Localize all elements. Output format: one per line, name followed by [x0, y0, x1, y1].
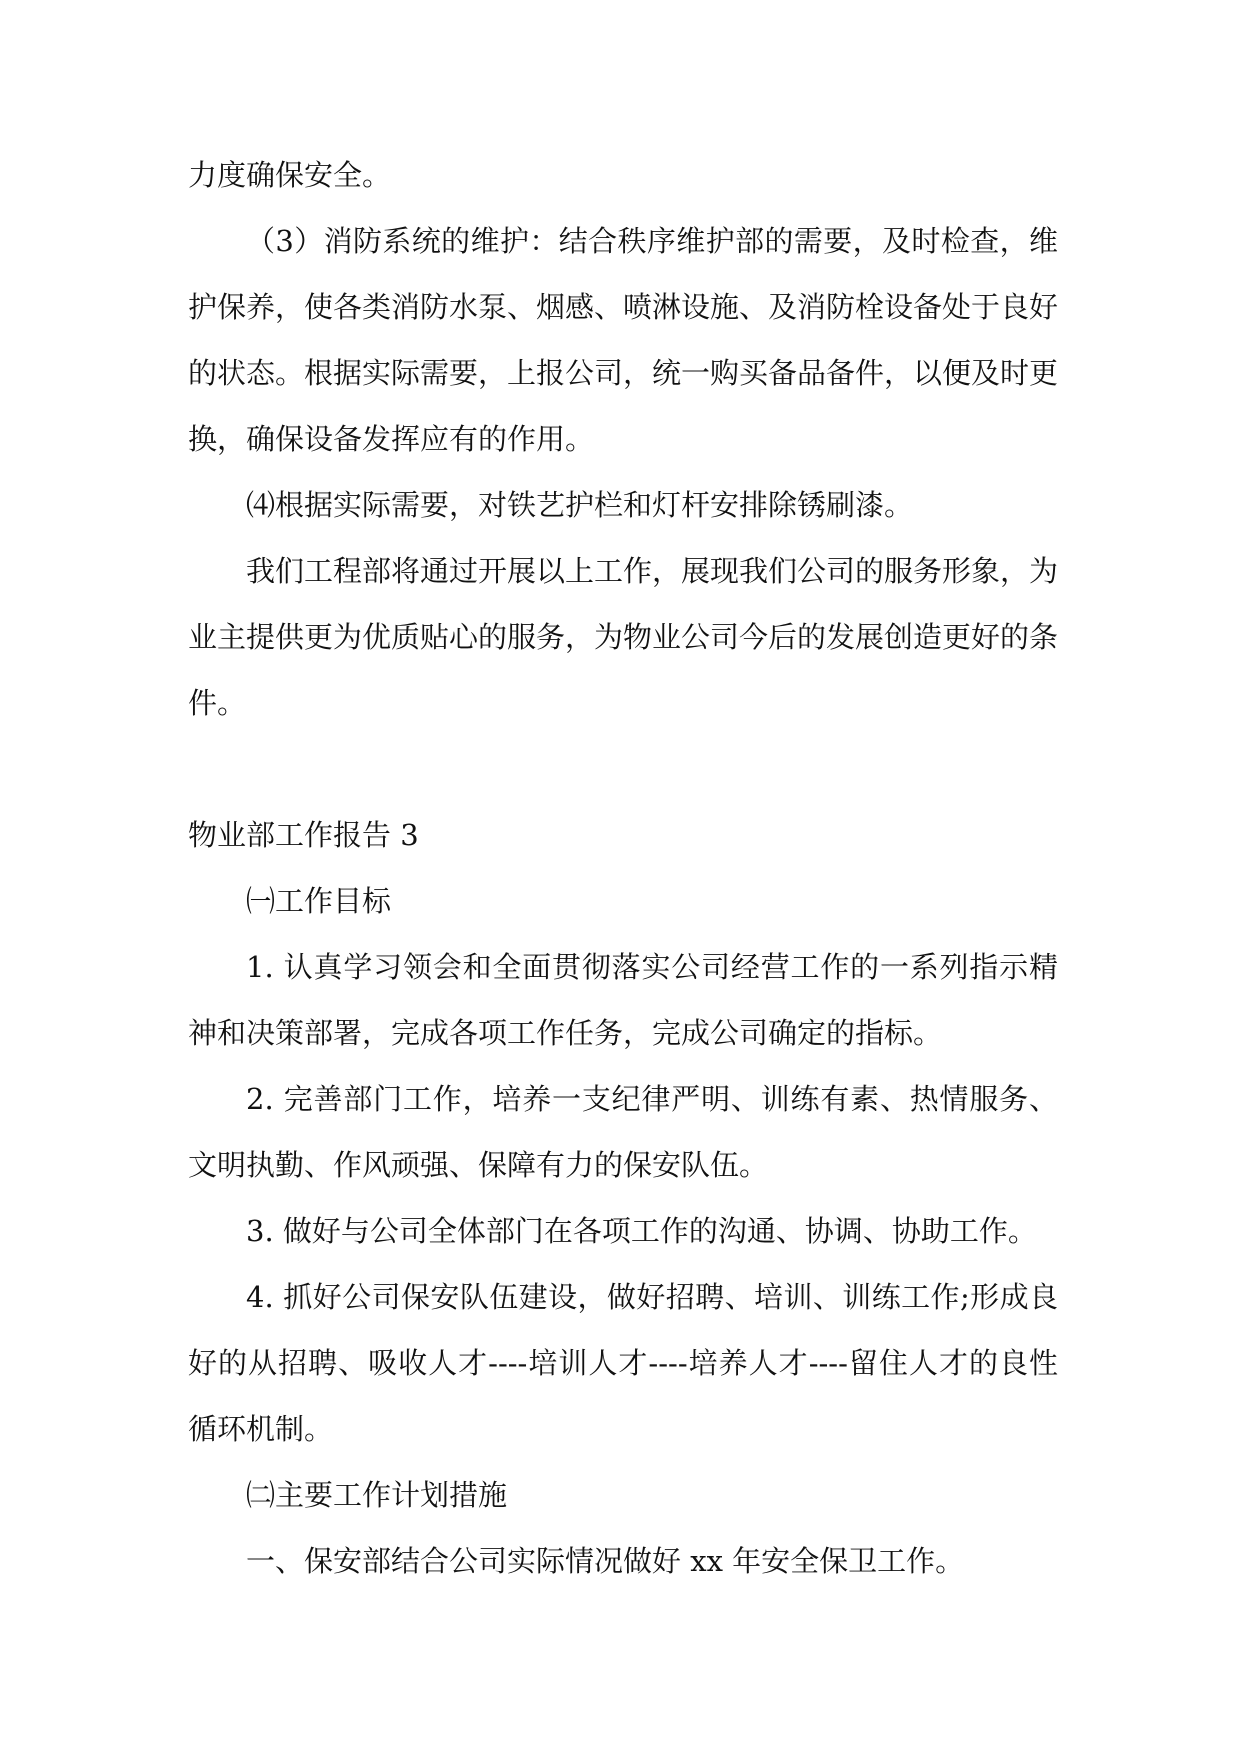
section-gap	[188, 736, 1058, 802]
section-title: 物业部工作报告 3	[188, 818, 419, 852]
list-item-5: 一、保安部结合公司实际情况做好 xx 年安全保卫工作。	[246, 1544, 965, 1578]
list-item-4: 4. 抓好公司保安队伍建设，做好招聘、培训、训练工作;形成良好的从招聘、吸收人才----培训人才----培养人才----留住人才的良性循环机制。	[188, 1280, 1058, 1446]
paragraph-summary: 我们工程部将通过开展以上工作，展现我们公司的服务形象，为业主提供更为优质贴心的服务，为物业公司今后的发展创造更好的条件。	[188, 554, 1059, 720]
subheading-work-plan: ㈡主要工作计划措施	[246, 1478, 508, 1512]
continuation-text: 力度确保安全。	[188, 158, 392, 192]
paragraph-fire-system: （3）消防系统的维护：结合秩序维护部的需要，及时检查，维护保养，使各类消防水泵、烟感、喷淋设施、及消防栓设备处于良好的状态。根据实际需要，上报公司，统一购买备品备件，以便及时更换，确保设备发挥应有的作用。	[188, 224, 1059, 456]
list-item-2: 2. 完善部门工作，培养一支纪律严明、训练有素、热情服务、文明执勤、作风顽强、保障有力的保安队伍。	[188, 1082, 1058, 1182]
list-item-1: 1. 认真学习领会和全面贯彻落实公司经营工作的一系列指示精神和决策部署，完成各项工作任务，完成公司确定的指标。	[188, 950, 1058, 1050]
subheading-work-goals: ㈠工作目标	[246, 884, 392, 918]
document-body	[188, 142, 1058, 1594]
paragraph-rust-paint: ⑷根据实际需要，对铁艺护栏和灯杆安排除锈刷漆。	[246, 488, 914, 522]
list-item-3: 3. 做好与公司全体部门在各项工作的沟通、协调、协助工作。	[246, 1214, 1037, 1248]
